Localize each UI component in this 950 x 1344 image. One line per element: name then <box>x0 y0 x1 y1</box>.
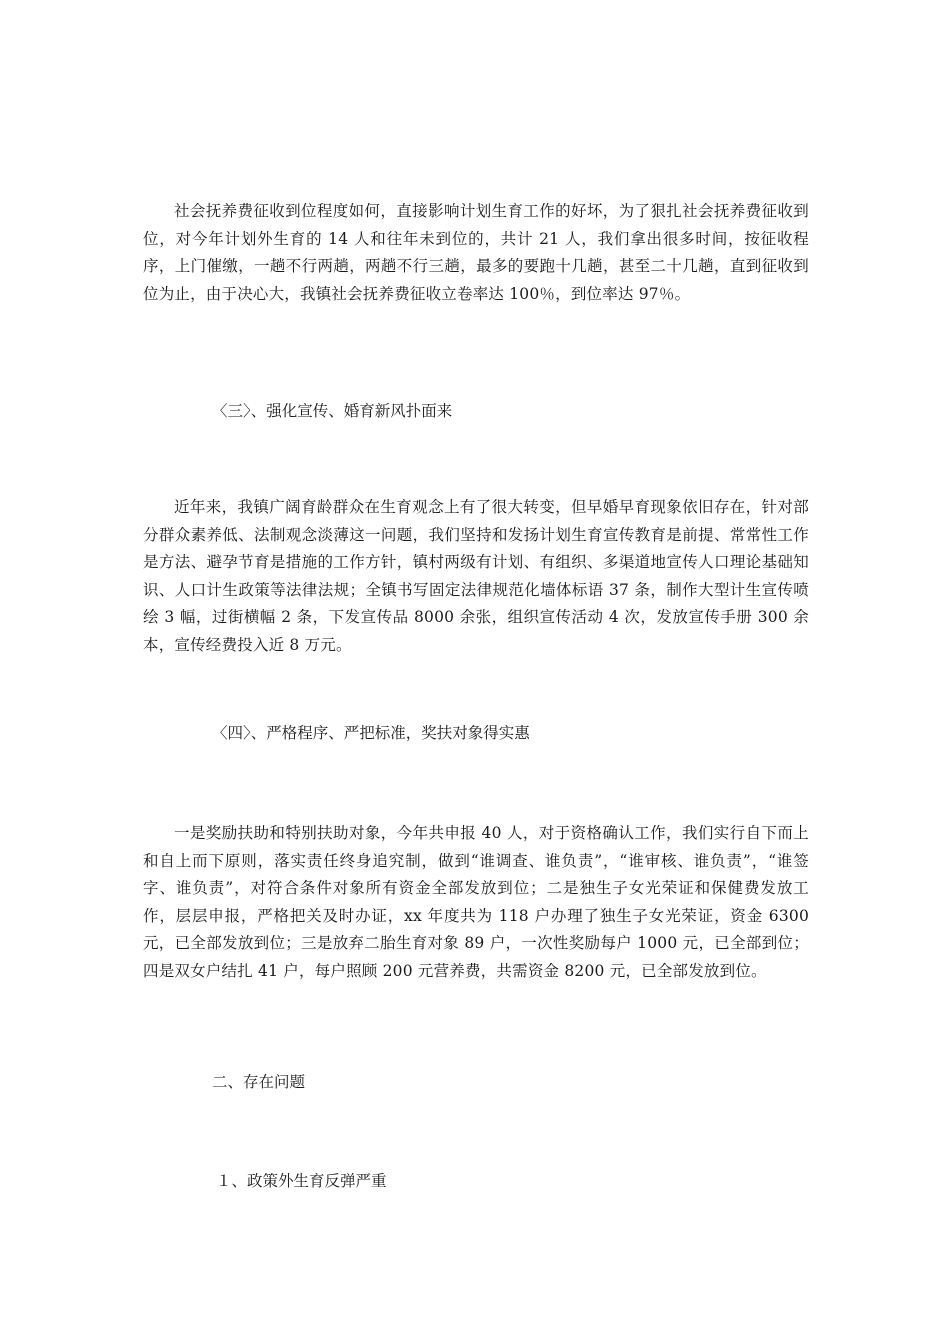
section-heading-problems: 二、存在问题 <box>212 1073 306 1091</box>
paragraph-social-fee <box>143 198 809 308</box>
paragraph-reward <box>143 820 809 985</box>
section-heading-three: 〈三〉、强化宣传、婚育新风扑面来 <box>212 402 453 420</box>
section-heading-four: 〈四〉、严格程序、严把标准，奖扶对象得实惠 <box>212 724 530 742</box>
paragraph-propaganda <box>143 494 809 659</box>
paragraph-social-fee-text: 社会抚养费征收到位程度如何，直接影响计划生育工作的好坏，为了狠扎社会抚养费征收到位，对今年计划外生育的 14 人和往年未到位的，共计 21 人，我们拿出很多时间，按征收程序，上门催缴，一趟不行两趟，两趟不行三趟，最多的要跑十几趟，甚至二十几趟，直到征收到位为止，由于决心大，我镇社会抚养费征收立卷率达 100％，到位率达 97％。 <box>143 202 809 303</box>
paragraph-propaganda-text: 近年来，我镇广阔育龄群众在生育观念上有了很大转变，但早婚早育现象依旧存在，针对部分群众素养低、法制观念淡薄这一问题，我们坚持和发扬计划生育宣传教育是前提、常常性工作是方法、避孕节育是措施的工作方针，镇村两级有计划、有组织、多渠道地宣传人口理论基础知识、人口计生政策等法律法规；全镇书写固定法律规范化墙体标语 37 条，制作大型计生宣传喷绘 3 幅，过街横幅 2 条，下发宣传品 8000 余张，组织宣传活动 4 次，发放宣传手册 300 余本，宣传经费投入近 8 万元。 <box>143 498 809 654</box>
paragraph-reward-text: 一是奖励扶助和特别扶助对象，今年共申报 40 人，对于资格确认工作，我们实行自下而上和自上而下原则，落实责任终身追究制，做到“谁调查、谁负责”，“谁审核、谁负责”，“谁签字、谁负责”，对符合条件对象所有资金全部发放到位；二是独生子女光荣证和保健费发放工作，层层申报，严格把关及时办证，xx 年度共为 118 户办理了独生子女光荣证，资金 6300 元，已全部发放到位；三是放弃二胎生育对象 89 户，一次性奖励每户 1000 元，已全部到位；四是双女户结扎 41 户，每户照顾 200 元营养费，共需资金 8200 元，已全部发放到位。 <box>143 824 809 980</box>
subsection-heading-problem-one: １、政策外生育反弹严重 <box>216 1172 387 1190</box>
